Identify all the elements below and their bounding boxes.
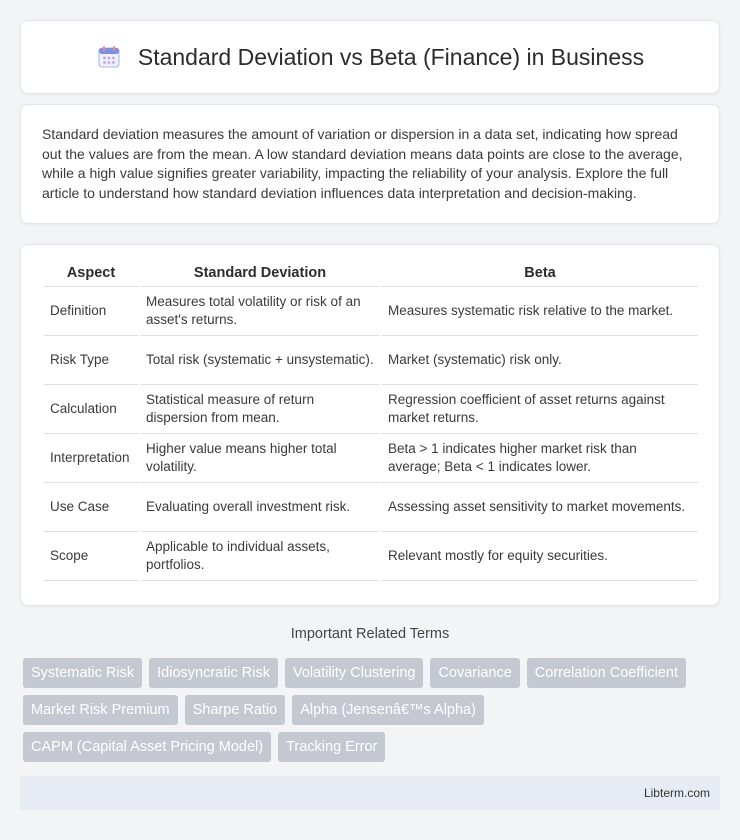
related-terms-title: Important Related Terms: [290, 626, 450, 642]
intro-text: Standard deviation measures the amount of variation or dispersion in a data set, indicating how spread out the values are from the mean. A low standard deviation means data points are close to the average, while a high value signifies greater variability, impacting the reliability of your analysis. Explore the full article to understand how standard deviation influences data interpretation and decision-making.: [42, 126, 683, 201]
tag-capm[interactable]: CAPM (Capital Asset Pricing Model): [23, 732, 271, 762]
cell-standard-deviation: Applicable to individual assets, portfolios.: [140, 532, 380, 581]
calendar-icon: [96, 44, 122, 70]
tag-idiosyncratic-risk[interactable]: Idiosyncratic Risk: [149, 658, 278, 688]
tag-systematic-risk[interactable]: Systematic Risk: [23, 658, 142, 688]
cell-aspect: Scope: [44, 532, 138, 581]
table-row: [44, 385, 698, 434]
comparison-table: [42, 265, 700, 581]
intro-card: [20, 104, 720, 224]
comparison-card: [20, 244, 720, 606]
footer: [20, 776, 720, 810]
related-terms-tags: [23, 658, 723, 762]
tag-market-risk-premium[interactable]: Market Risk Premium: [23, 695, 178, 725]
cell-aspect: Risk Type: [44, 336, 138, 385]
cell-aspect: Interpretation: [44, 434, 138, 483]
page-title: Standard Deviation vs Beta (Finance) in Business: [137, 43, 645, 70]
cell-beta: Market (systematic) risk only.: [382, 336, 698, 385]
cell-beta: Regression coefficient of asset returns against market returns.: [382, 385, 698, 434]
cell-standard-deviation: Total risk (systematic + unsystematic).: [140, 336, 380, 385]
footer-site-link[interactable]: Libterm.com: [643, 786, 710, 800]
table-row: [44, 483, 698, 532]
cell-standard-deviation: Measures total volatility or risk of an asset's returns.: [140, 287, 380, 336]
tag-alpha[interactable]: Alpha (Jensenâ€™s Alpha): [292, 695, 484, 725]
tag-volatility-clustering[interactable]: Volatility Clustering: [285, 658, 424, 688]
table-row: [44, 287, 698, 336]
tag-tracking-error[interactable]: Tracking Error: [278, 732, 385, 762]
cell-aspect: Calculation: [44, 385, 138, 434]
header-aspect: Aspect: [44, 265, 138, 287]
cell-aspect: Use Case: [44, 483, 138, 532]
cell-aspect: Definition: [44, 287, 138, 336]
header-beta: Beta: [382, 265, 698, 287]
tag-sharpe-ratio[interactable]: Sharpe Ratio: [185, 695, 286, 725]
table-row: [44, 336, 698, 385]
header-standard-deviation: Standard Deviation: [140, 265, 380, 287]
cell-beta: Measures systematic risk relative to the market.: [382, 287, 698, 336]
title-wrap: [96, 44, 644, 71]
table-header-row: [44, 265, 698, 287]
cell-standard-deviation: Higher value means higher total volatility.: [140, 434, 380, 483]
cell-beta: Assessing asset sensitivity to market movements.: [382, 483, 698, 532]
tag-correlation-coefficient[interactable]: Correlation Coefficient: [527, 658, 686, 688]
tag-covariance[interactable]: Covariance: [430, 658, 519, 688]
table-row: [44, 532, 698, 581]
cell-standard-deviation: Evaluating overall investment risk.: [140, 483, 380, 532]
table-row: [44, 434, 698, 483]
header-card: [20, 20, 720, 94]
cell-beta: Beta > 1 indicates higher market risk than average; Beta < 1 indicates lower.: [382, 434, 698, 483]
cell-beta: Relevant mostly for equity securities.: [382, 532, 698, 581]
cell-standard-deviation: Statistical measure of return dispersion from mean.: [140, 385, 380, 434]
